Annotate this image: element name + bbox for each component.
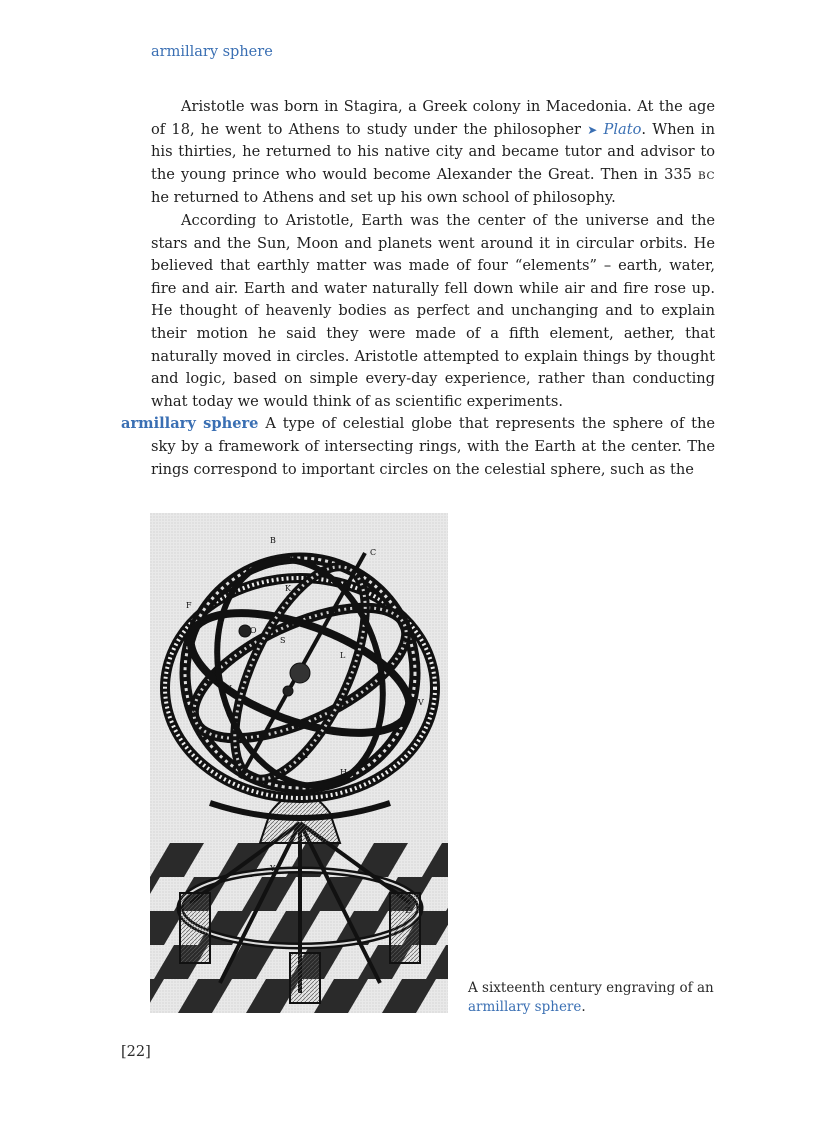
main-text <box>121 96 715 481</box>
engraving-letter: E <box>290 554 296 563</box>
engraving-letter: K <box>285 584 291 593</box>
entry-headword: armillary sphere <box>121 415 259 433</box>
running-head: armillary sphere <box>151 44 273 60</box>
engraving-illustration <box>150 513 448 1013</box>
aristotle-p1-text-3: he returned to Athens and set up his own school of philosophy. <box>151 189 616 207</box>
engraving-letter: N <box>225 684 232 693</box>
armillary-sphere-engraving <box>150 513 448 1013</box>
figure-caption <box>468 979 728 1016</box>
engraving-letter: M <box>300 751 309 760</box>
caption-text: A sixteenth century engraving of an <box>468 980 714 996</box>
engraving-letter: Y <box>270 864 276 873</box>
era-label: BC <box>698 169 715 182</box>
plato-link[interactable]: Plato <box>603 120 642 138</box>
caption-link[interactable]: armillary sphere <box>468 998 582 1015</box>
engraving-letter: Z <box>405 906 411 915</box>
aristotle-p1-text: Aristotle was born in Stagira, a Greek colony in Macedonia. At the age of 18, he went to Athens to study under the philosopher <box>151 98 715 138</box>
engraving-letter: L <box>340 651 346 660</box>
page-number: [22] <box>121 1044 151 1060</box>
engraving-letter: V <box>418 698 424 707</box>
aristotle-paragraph-2: According to Aristotle, Earth was the center of the universe and the stars and the Sun, Moon and planets went around it in circular orbits. He believed that earthly matter was made of four “elements” – earth, water, fire and air. Earth and water naturally fell down while air and fire rose up. He thought of heavenly bodies as perfect and unchanging and to explain their motion he said they were made of a fifth element, aether, that naturally moved in circles. Aristotle attempted to explain things by thought and logic, based on simple every-day experience, rather than conducting what today we would think of as scientific experiments. <box>151 211 715 410</box>
engraving-letter: O <box>250 626 257 635</box>
aristotle-p1-text-2: . When in his thirties, he returned to his native city and became tutor and advisor to the young prince who would become Alexander the Great. Then in 335 <box>151 120 715 183</box>
engraving-letter: X <box>190 706 196 715</box>
caption-period: . <box>581 998 586 1015</box>
engraving-letter: H <box>340 768 347 777</box>
engraving-letter: F <box>186 601 192 610</box>
armillary-sphere-entry <box>121 413 715 481</box>
engraving-letter: I <box>208 676 212 685</box>
entry-definition: A type of celestial globe that represents the sphere of the sky by a framework of intersecting rings, with the Earth at the center. The rings correspond to important circles on the celestial sphere, such as the <box>151 415 715 478</box>
aristotle-paragraph-1 <box>121 96 715 210</box>
cross-reference-arrow-icon: ➤ <box>587 122 598 137</box>
engraving-letter: C <box>370 548 377 557</box>
engraving-letter: B <box>270 536 276 545</box>
engraving-letter: G <box>400 636 407 645</box>
engraving-letter: S <box>280 636 286 645</box>
